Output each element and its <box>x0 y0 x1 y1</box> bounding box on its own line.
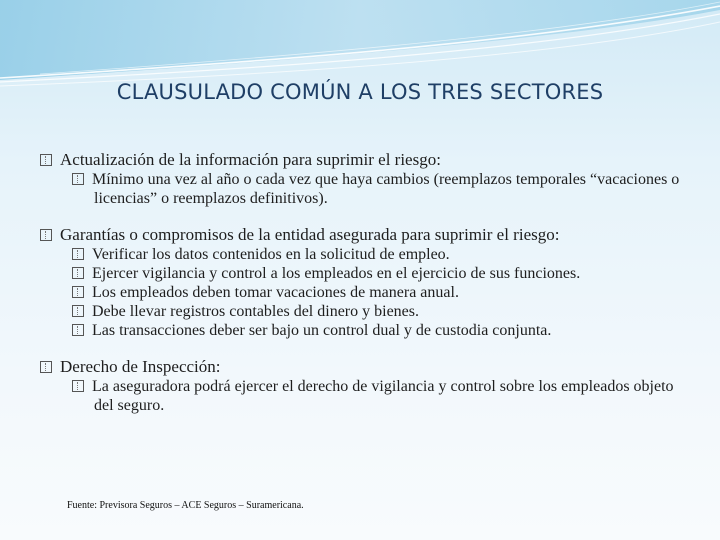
section-item: Verificar los datos contenidos en la solicitud de empleo. <box>92 246 450 263</box>
bullet-level1 <box>40 225 690 245</box>
bullet-level2 <box>40 264 690 283</box>
checkbox-bullet-icon <box>40 229 52 241</box>
checkbox-bullet-icon <box>72 305 84 317</box>
section-heading: Derecho de Inspección: <box>60 357 221 376</box>
checkbox-bullet-icon <box>72 324 84 336</box>
section-item: Las transacciones deber ser bajo un control dual y de custodia conjunta. <box>92 322 552 339</box>
bullet-level2 <box>40 302 690 321</box>
bullet-level2 <box>40 245 690 264</box>
section-item: Ejercer vigilancia y control a los empleados en el ejercicio de sus funciones. <box>92 265 581 282</box>
bullet-level2 <box>40 170 690 208</box>
checkbox-bullet-icon <box>72 380 84 392</box>
section-heading: Actualización de la información para suprimir el riesgo: <box>60 150 441 169</box>
checkbox-bullet-icon <box>72 286 84 298</box>
checkbox-bullet-icon <box>40 361 52 373</box>
bullet-level1 <box>40 150 690 170</box>
checkbox-bullet-icon <box>72 267 84 279</box>
bullet-level1 <box>40 357 690 377</box>
section-item: Los empleados deben tomar vacaciones de manera anual. <box>92 284 459 301</box>
checkbox-bullet-icon <box>72 248 84 260</box>
slide-title: CLAUSULADO COMÚN A LOS TRES SECTORES <box>116 80 604 104</box>
bullet-level2 <box>40 377 690 415</box>
slide-content <box>40 150 690 415</box>
checkbox-bullet-icon <box>72 173 84 185</box>
section-item: Mínimo una vez al año o cada vez que haya cambios (reemplazos temporales “vacaciones o licencias” o reemplazos definitivos). <box>92 171 680 207</box>
checkbox-bullet-icon <box>40 154 52 166</box>
section-heading: Garantías o compromisos de la entidad asegurada para suprimir el riesgo: <box>60 225 560 244</box>
section-item: La aseguradora podrá ejercer el derecho de vigilancia y control sobre los empleados objeto del seguro. <box>92 378 674 414</box>
source-footnote: Fuente: Previsora Seguros – ACE Seguros – Suramericana. <box>67 500 304 511</box>
decorative-wave-band <box>0 0 720 90</box>
bullet-level2 <box>40 321 690 340</box>
bullet-level2 <box>40 283 690 302</box>
section-item: Debe llevar registros contables del dinero y bienes. <box>92 303 419 320</box>
